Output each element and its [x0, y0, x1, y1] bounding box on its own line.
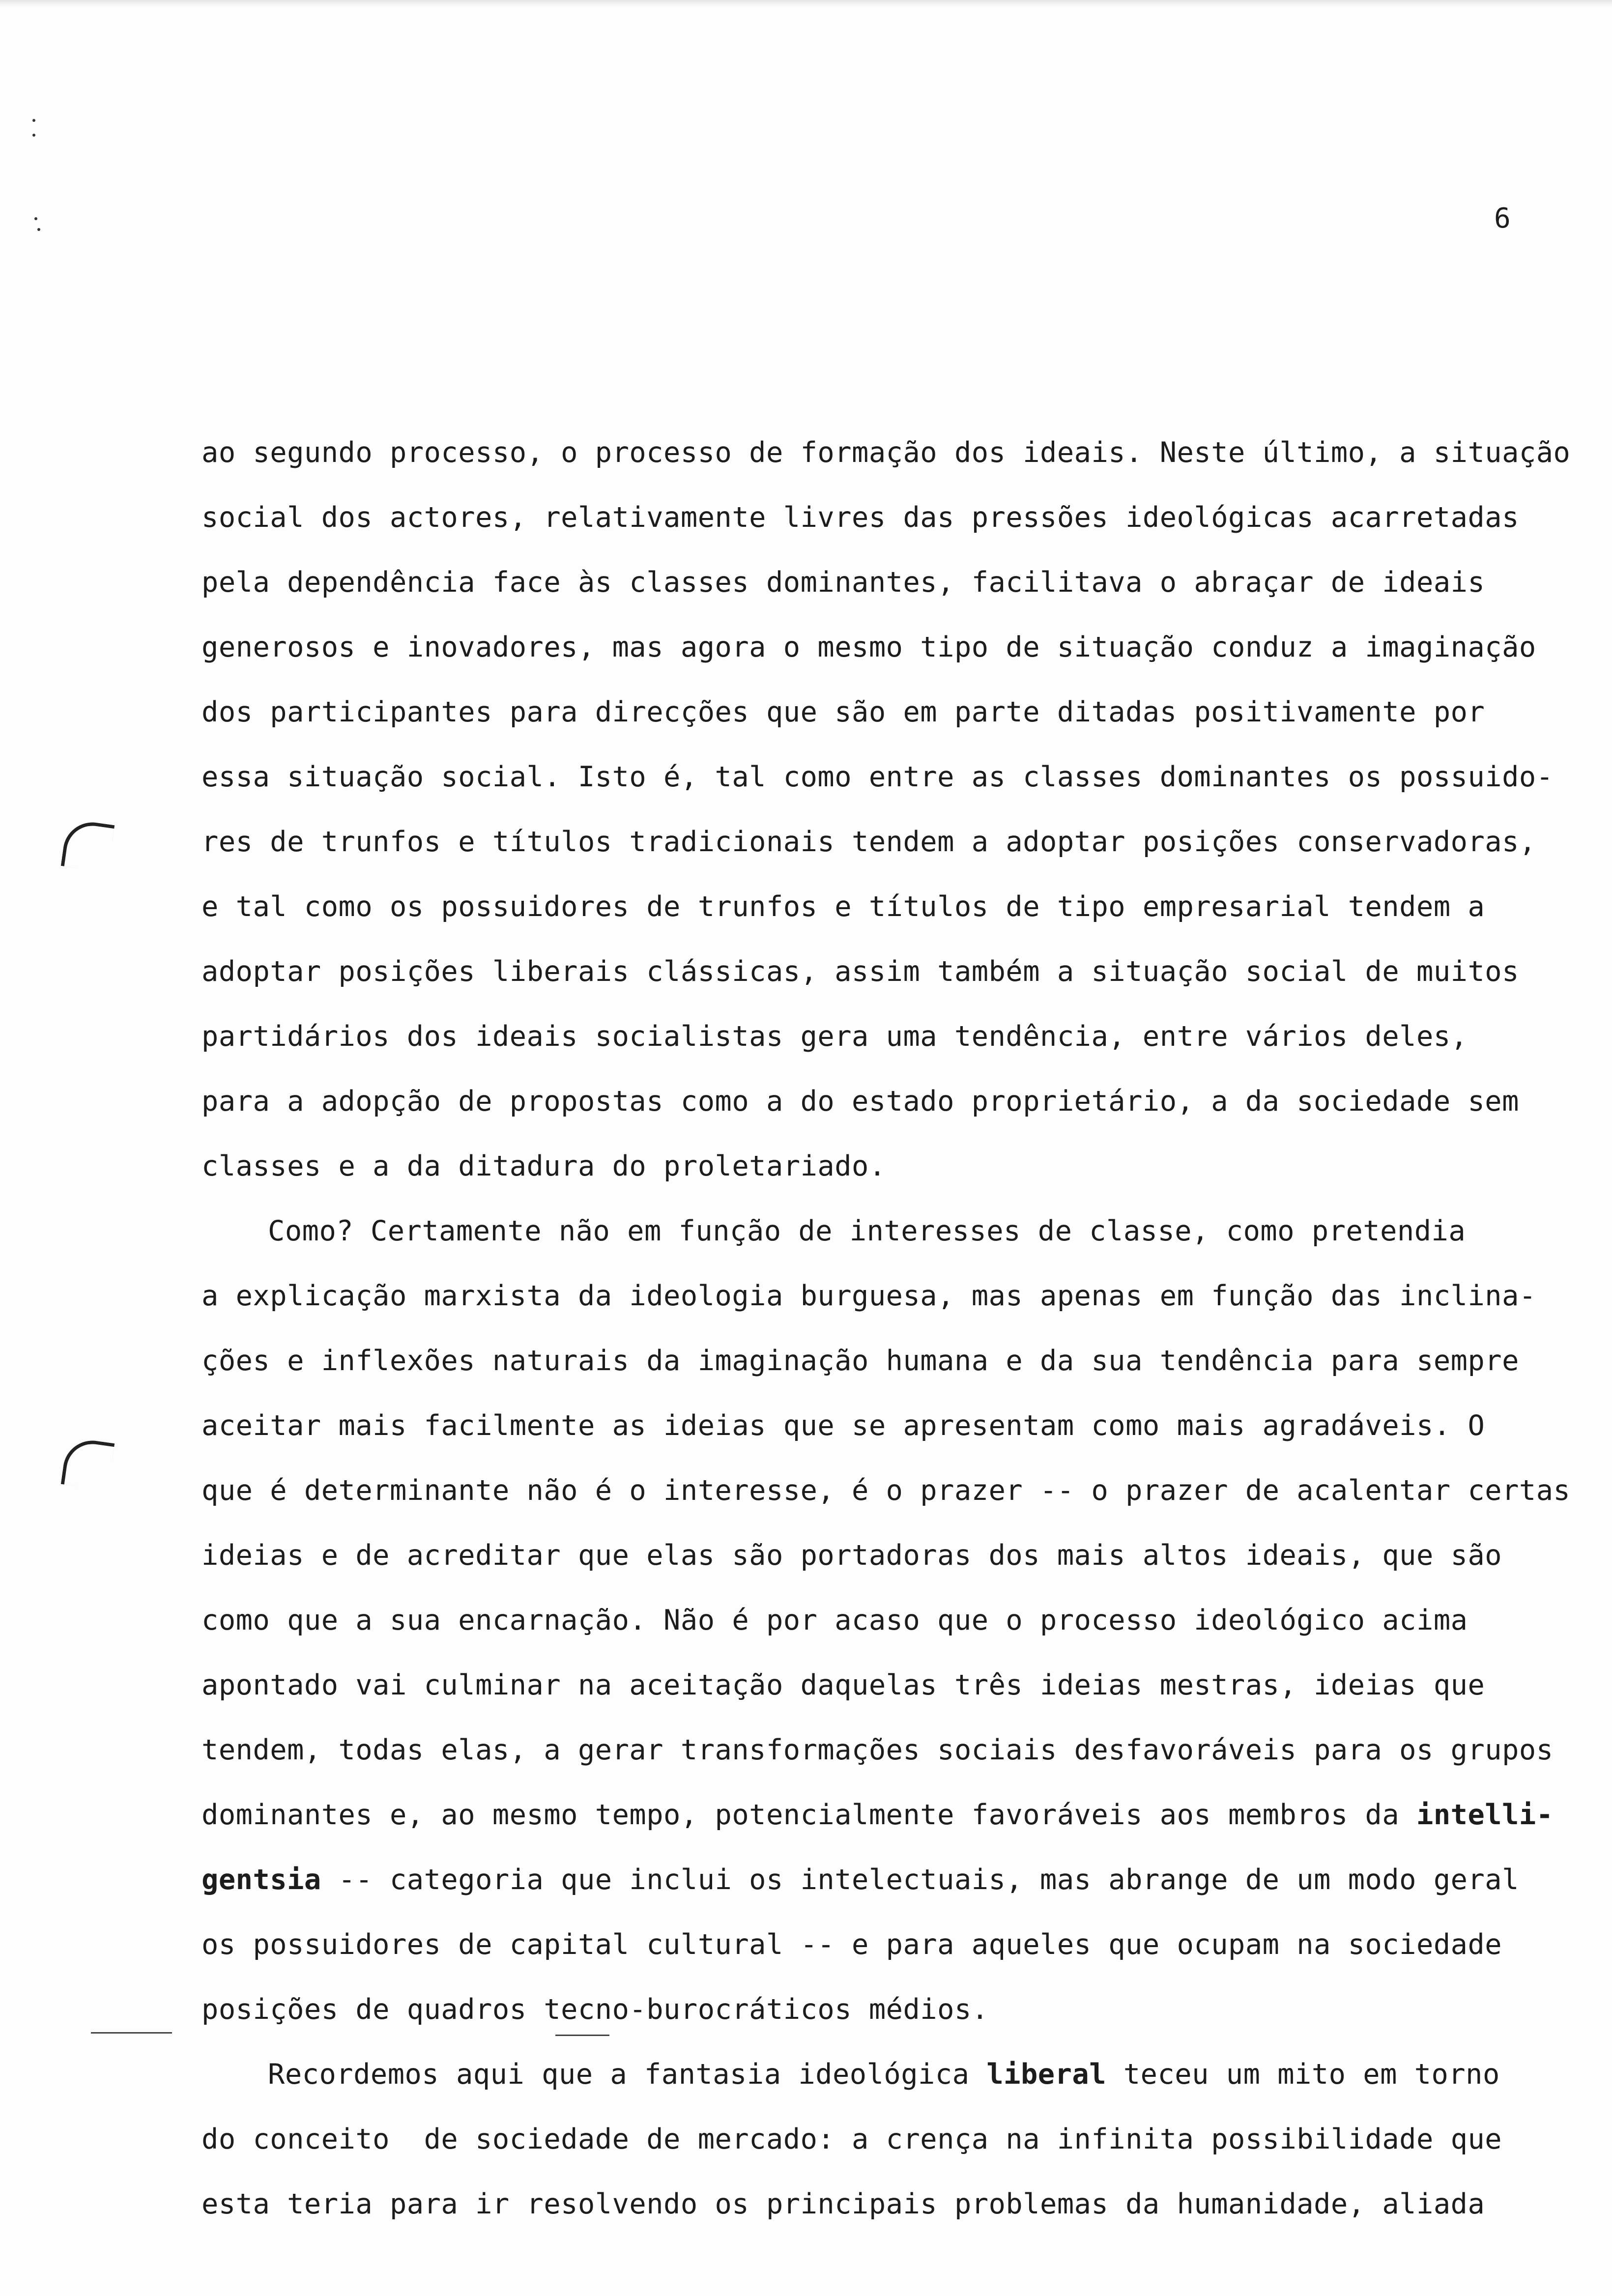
text-line	[202, 1393, 1528, 1458]
text-line	[202, 1718, 1554, 1782]
text-line	[202, 1977, 1528, 2042]
text-run: que é determinante não é o interesse, é o prazer -- o prazer de acalentar certas	[202, 1474, 1571, 1507]
text-line	[202, 1588, 1528, 1653]
scan-line-artifact	[91, 2032, 172, 2034]
text-line	[202, 485, 1528, 550]
text-line	[202, 1458, 1571, 1523]
text-line	[202, 2172, 1528, 2237]
text-run: teceu um mito em torno	[1106, 2058, 1500, 2091]
binding-hole-mark	[61, 819, 115, 873]
text-line	[202, 1847, 1528, 1912]
scan-speck	[34, 217, 37, 220]
text-run: aceitar mais facilmente as ideias que se apresentam como mais agradáveis. O	[202, 1409, 1485, 1442]
text-run: partidários dos ideais socialistas gera uma tendência, entre vários deles,	[202, 1020, 1468, 1053]
text-run: essa situação social. Isto é, tal como entre as classes dominantes os possuido-	[202, 761, 1554, 793]
bold-text: liberal	[986, 2058, 1107, 2091]
text-run: a explicação marxista da ideologia burguesa, mas apenas em função das inclina-	[202, 1280, 1536, 1312]
bold-text: gentsia	[202, 1864, 321, 1896]
text-run: esta teria para ir resolvendo os principais problemas da humanidade, aliada	[202, 2188, 1485, 2220]
text-line	[202, 1199, 1528, 1263]
text-run: ideias e de acreditar que elas são portadoras dos mais altos ideais, que são	[202, 1539, 1502, 1572]
text-run: como que a sua encarnação. Não é por acaso que o processo ideológico acima	[202, 1604, 1468, 1636]
binding-hole-mark	[61, 1437, 115, 1491]
text-line	[202, 1069, 1528, 1134]
text-run: adoptar posições liberais clássicas, assim também a situação social de muitos	[202, 955, 1519, 988]
text-run: os possuidores de capital cultural -- e para aqueles que ocupam na sociedade	[202, 1928, 1502, 1961]
text-line	[202, 1912, 1528, 1977]
text-line	[202, 2042, 1528, 2107]
text-line	[202, 1523, 1528, 1588]
text-run: Recordemos aqui que a fantasia ideológica	[268, 2058, 987, 2091]
text-run: classes e a da ditadura do proletariado.	[202, 1150, 886, 1182]
text-run: dos participantes para direcções que são em parte ditadas positivamente por	[202, 696, 1485, 728]
text-line	[202, 420, 1571, 485]
text-run: para a adopção de propostas como a do estado proprietário, a da sociedade sem	[202, 1085, 1519, 1118]
text-line	[202, 550, 1528, 615]
text-run: res de trunfos e títulos tradicionais tendem a adoptar posições conservadoras,	[202, 826, 1536, 858]
text-run: tendem, todas elas, a gerar transformações sociais desfavoráveis para os grupos	[202, 1734, 1554, 1766]
text-run: ções e inflexões naturais da imaginação humana e da sua tendência para sempre	[202, 1345, 1519, 1377]
scan-speck	[37, 228, 40, 231]
bold-text: intelli-	[1416, 1799, 1554, 1831]
text-line	[202, 1653, 1528, 1718]
text-line	[202, 615, 1536, 680]
text-run: pela dependência face às classes dominantes, facilitava o abraçar de ideais	[202, 566, 1485, 599]
text-run: social dos actores, relativamente livres das pressões ideológicas acarretadas	[202, 501, 1519, 534]
text-run: generosos e inovadores, mas agora o mesmo tipo de situação conduz a imaginação	[202, 631, 1536, 663]
page-number: 6	[1494, 202, 1511, 234]
text-run: Como? Certamente não em função de interesses de classe, como pretendia	[268, 1215, 1466, 1247]
text-line	[202, 1004, 1528, 1069]
text-run: dominantes e, ao mesmo tempo, potencialmente favoráveis aos membros da	[202, 1799, 1416, 1831]
text-line	[202, 1328, 1528, 1393]
text-run: do conceito de sociedade de mercado: a crença na infinita possibilidade que	[202, 2123, 1502, 2155]
scan-top-edge	[0, 0, 1612, 7]
text-run: e tal como os possuidores de trunfos e títulos de tipo empresarial tendem a	[202, 890, 1485, 923]
text-line	[202, 1134, 1528, 1199]
text-line	[202, 939, 1528, 1004]
text-line	[202, 809, 1536, 874]
text-line	[202, 680, 1528, 745]
text-line	[202, 1263, 1536, 1328]
text-line	[202, 1782, 1554, 1847]
text-run: ao segundo processo, o processo de formação dos ideais. Neste último, a situação	[202, 436, 1571, 469]
text-line	[202, 2107, 1528, 2172]
text-run: -- categoria que inclui os intelectuais, mas abrange de um modo geral	[321, 1864, 1519, 1896]
text-line	[202, 745, 1554, 809]
scan-speck	[32, 119, 35, 122]
body-text	[202, 420, 1571, 2237]
text-line	[202, 874, 1528, 939]
text-run: apontado vai culminar na aceitação daquelas três ideias mestras, ideias que	[202, 1669, 1485, 1701]
scan-speck	[32, 134, 35, 137]
text-run: posições de quadros tecno-burocráticos médios.	[202, 1993, 989, 2026]
